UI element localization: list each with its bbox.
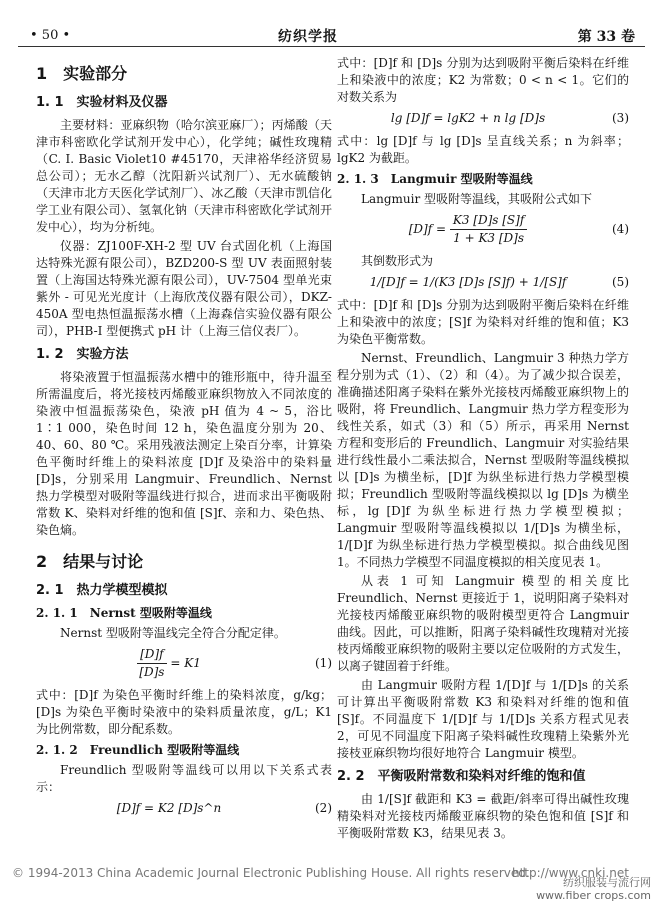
paragraph-eq5-definitions: 式中：[D]f 和 [D]s 分别为达到吸附平衡后染料在纤维上和染液中的浓度；[S]f 为染料对纤维的饱和值；K3 为染色平衡常数。 — [337, 298, 629, 346]
paragraph-reciprocal: 其倒数形式为 — [361, 254, 434, 268]
equation-4 — [337, 212, 629, 247]
equation-1-numerator: [D]f — [137, 646, 166, 664]
paragraph-instruments: 仪器：ZJ100F-XH-2 型 UV 台式固化机（上海国达特殊光源有限公司），BZD200-S 型 UV 表面照射装置（上海国达特殊光源有限公司），UV-7504 型单光束紫外 - 可见光光度计（上海欣茂仪器有限公司），DKZ-450A 型电热恒温振荡水槽（上海森信实验仪器有限公司），PHB-I 型便携式 pH 计（上海三信仪表厂）。 — [36, 239, 332, 338]
paragraph-nernst: Nernst 型吸附等温线完全符合分配定律。 — [60, 626, 286, 640]
subsection-heading-1-2: 1. 2 实验方法 — [36, 347, 129, 362]
subsection-heading-2-2: 2. 2 平衡吸附常数和染料对纤维的饱和值 — [337, 769, 586, 784]
section-heading-2: 2 结果与讨论 — [36, 552, 144, 571]
paragraph-model-fitting: Nernst、Freundlich、Langmuir 3 种热力学方程分别为式（1）、（2）和（4）。为了减少拟合误差，准确描述阳离子染料在紫外光接枝丙烯酸亚麻织物上的吸附，将 Freundlich、Langmuir 热力学方程变形为线性关系，如式（3）和（5）所示，再采用 Nernst 方程和变形后的 Freundlich、Langmuir 对实验结果进行线性最小二乘法拟合，Nernst 型吸附等温线模拟以 [D]s 为横坐标，[D]f 为纵坐标进行热力学模型模拟；Freundlich 型吸附等温线模拟以 lg [D]s 为横坐标，lg [D]f 为纵坐标进行热力学模型模拟；Langmuir 型吸附等温线模拟以 1/[D]s 为横坐标，1/[D]f 为纵坐标进行热力学模型模拟。拟合曲线见图 1。不同热力学模型不同温度模拟的相关度见表 1。 — [337, 351, 629, 569]
copyright-notice: © 1994-2013 China Academic Journal Electronic Publishing House. All rights reserved. — [12, 866, 530, 880]
subsubsection-heading-2-1-2: 2. 1. 2 Freundlich 型吸附等温线 — [36, 743, 240, 757]
equation-4-denominator: 1 + K3 [D]s — [453, 231, 524, 245]
page-number: • 50 • — [30, 28, 71, 43]
subsection-heading-2-1: 2. 1 热力学模型模拟 — [36, 583, 168, 598]
volume-label: 第 33 卷 — [577, 29, 635, 45]
paragraph-eq3-definitions: 式中：lg [D]f 与 lg [D]s 呈直线关系；n 为斜率；lgK2 为截距。 — [337, 134, 629, 165]
equation-1-rhs: = K1 — [170, 656, 201, 670]
page-header — [18, 24, 645, 47]
subsection-heading-1-1: 1. 1 实验材料及仪器 — [36, 95, 168, 110]
paragraph-freundlich: Freundlich 型吸附等温线可以用以下关系式表示： — [36, 763, 332, 794]
subsubsection-heading-2-1-3: 2. 1. 3 Langmuir 型吸附等温线 — [337, 172, 533, 186]
subsubsection-heading-2-1-1: 2. 1. 1 Nernst 型吸附等温线 — [36, 606, 212, 620]
left-column — [36, 55, 332, 823]
paragraph-materials: 主要材料：亚麻织物（哈尔滨亚麻厂）；丙烯酸（天津市科密欧化学试剂开发中心），化学纯；碱性玫瑰精（C. I. Basic Violet10 #45170，天津裕华经济贸易总公司）；无水乙醇（沈阳新兴试剂厂）、无水硫酸钠（天津市北方天医化学试剂厂）、冰乙酸（天津市凯信化学工业有限公司）、氢氧化钠（天津市科密欧化学试剂开发中心），均为分析纯。 — [36, 118, 332, 234]
paragraph-langmuir: Langmuir 型吸附等温线，其吸附公式如下 — [361, 192, 593, 206]
equation-2 — [36, 800, 332, 817]
equation-3 — [337, 110, 629, 127]
equation-4-lhs: [D]f = — [408, 222, 447, 236]
paragraph-langmuir-constants: 由 Langmuir 吸附方程 1/[D]f 与 1/[D]s 的关系可计算出平衡吸附常数 K3 和染料对纤维的饱和值 [S]f。不同温度下 1/[D]f 与 1/[D]s 关系方程式见表 2，可见不同温度下阳离子染料碱性玫瑰精上染紫外光接枝亚麻织物均很好地符合 Langmuir 模型。 — [337, 678, 629, 760]
cnki-link[interactable]: http://www.cnki.net — [512, 866, 629, 880]
right-column — [337, 55, 629, 844]
equation-1-fraction — [137, 646, 166, 681]
equation-2-number: (2) — [315, 801, 332, 815]
equation-4-fraction — [450, 212, 527, 247]
equation-1 — [36, 646, 332, 681]
equation-2-body: [D]f = K2 [D]s^n — [116, 801, 222, 815]
equation-3-body: lg [D]f = lgK2 + n lg [D]s — [390, 111, 546, 125]
equation-4-numerator: K3 [D]s [S]f — [450, 212, 527, 230]
watermark-line-1: 纺织服装与流行网 — [563, 876, 651, 889]
paragraph-table1-analysis: 从表 1 可知 Langmuir 模型的相关度比 Freundlich、Nernst 更接近于 1，说明阳离子染料对光接枝丙烯酸亚麻织物的吸附模型更符合 Langmuir 曲线。因此，可以推断，阳离子染料碱性玫瑰精对光接枝丙烯酸亚麻织物的吸附主要以定位吸附的方式发生，以离子键固着于纤维。 — [337, 574, 629, 673]
equation-5-number: (5) — [612, 275, 629, 289]
equation-5 — [337, 274, 629, 291]
equation-1-denominator: [D]s — [139, 665, 165, 679]
paragraph-eq2-definitions: 式中：[D]f 和 [D]s 分别为达到吸附平衡后染料在纤维上和染液中的浓度；K2 为常数；0 < n < 1。它们的对数关系为 — [337, 56, 629, 104]
journal-name: 纺织学报 — [278, 29, 338, 45]
watermark — [536, 876, 651, 902]
equation-3-number: (3) — [612, 111, 629, 125]
equation-4-number: (4) — [612, 222, 629, 236]
section-heading-1: 1 实验部分 — [36, 64, 128, 83]
equation-1-number: (1) — [315, 656, 332, 670]
paragraph-eq1-definitions: 式中：[D]f 为染色平衡时纤维上的染料浓度，g/kg；[D]s 为染色平衡时染液中的染料质量浓度，g/L；K1 为比例常数，即分配系数。 — [36, 688, 332, 736]
watermark-line-2: www.fiber crops.com — [536, 889, 651, 902]
paragraph-method: 将染液置于恒温振荡水槽中的锥形瓶中，待升温至所需温度后，将光接枝丙烯酸亚麻织物放入不同浓度的染液中恒温振荡染色，染液 pH 值为 4 ~ 5，浴比 1∶1 000，染色时间 12 h，染色温度分别为 20、40、60、80 ℃。采用残液法测定上染百分率，计算染色平衡时纤维上的染料浓度 [D]f 及染浴中的染料量 [D]s，分别采用 Langmuir、Freundlich、Nernst 热力学模型对吸附等温线进行拟合，进而求出平衡吸附常数 K、染料对纤维的饱和值 [S]f、亲和力、染色热、染色熵。 — [36, 370, 332, 537]
equation-5-body: 1/[D]f = 1/(K3 [D]s [S]f) + 1/[S]f — [369, 275, 567, 289]
paragraph-saturation: 由 1/[S]f 截距和 K3 = 截距/斜率可得出碱性玫瑰精染料对光接枝丙烯酸亚麻织物的染色饱和值 [S]f 和平衡吸附常数 K3，结果见表 3。 — [337, 792, 629, 840]
